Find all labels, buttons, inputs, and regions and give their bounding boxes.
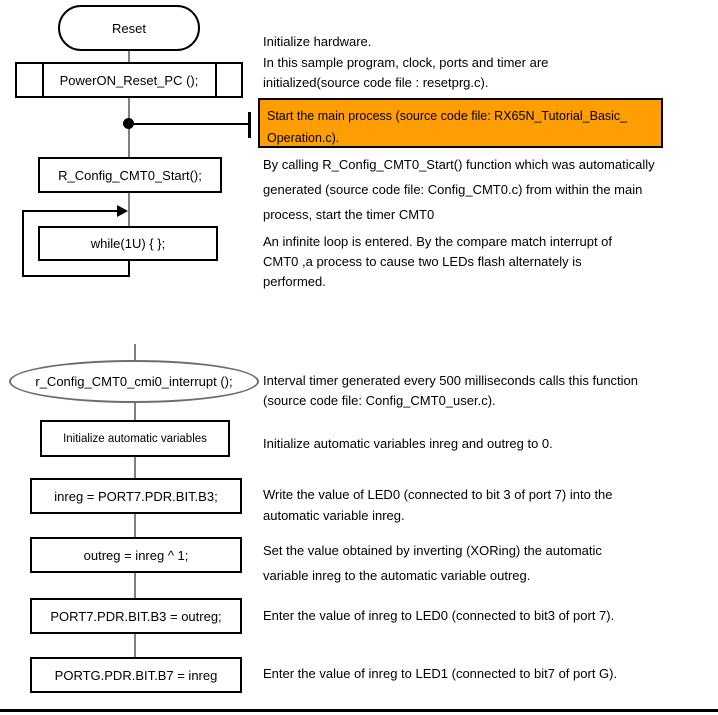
annotation-interval-timer: [263, 371, 718, 411]
annotation-line: generated (source code file: Config_CMT0.c) from within the main: [263, 182, 643, 197]
connector-port7-to-portg: [134, 634, 136, 657]
connector-outreg-to-port7: [134, 573, 136, 598]
flow-xor-outreg-label: outreg = inreg ^ 1;: [83, 547, 189, 563]
callout-connector-line: [132, 123, 248, 125]
flow-init-vars-label: Initialize automatic variables: [63, 432, 207, 445]
flow-process-while-loop: [38, 226, 218, 261]
flow-process-write-portg: [30, 657, 242, 693]
flow-process-read-inreg: [30, 478, 242, 514]
annotation-timer-start: [263, 152, 718, 227]
annotation-line: By calling R_Config_CMT0_Start() function which was automatically: [263, 157, 655, 172]
callout-line-2: Operation.c).: [267, 131, 340, 145]
annotation-line: Initialize hardware.: [263, 34, 372, 49]
annotation-line: In this sample program, clock, ports and timer are: [263, 54, 549, 70]
predefined-process-bar-left: [42, 64, 44, 96]
annotation-line: (source code file: Config_CMT0_user.c).: [263, 393, 496, 408]
flow-process-rconfig-start: [38, 157, 222, 193]
annotation-line: CMT0 ,a process to cause two LEDs flash alternately is: [263, 254, 582, 269]
flow-rconfig-start-label: R_Config_CMT0_Start();: [58, 167, 202, 183]
annotation-enter-led0: [263, 608, 718, 623]
page-bottom-rule: [0, 709, 718, 712]
flow-terminal-interrupt: [9, 360, 259, 403]
connector-inreg-to-outreg: [134, 514, 136, 537]
connector-initvars-to-inreg: [134, 457, 136, 478]
annotation-line: Initialize automatic variables inreg and outreg to 0.: [263, 436, 553, 451]
annotation-line: process, start the timer CMT0: [263, 207, 435, 222]
annotation-line: Interval timer generated every 500 milliseconds calls this function: [263, 373, 639, 388]
annotation-line: Enter the value of inreg to LED0 (connected to bit3 of port 7).: [263, 608, 615, 623]
loop-line-left: [22, 210, 24, 277]
connector-interrupt-to-initvars: [134, 403, 136, 420]
annotation-line: performed.: [263, 274, 326, 289]
flow-process-write-port7: [30, 598, 242, 634]
annotation-infinite-loop: [263, 232, 718, 292]
annotation-write-led0: [263, 484, 718, 526]
annotation-line: Set the value obtained by inverting (XORing) the automatic: [263, 543, 602, 558]
flow-write-port7-label: PORT7.PDR.BIT.B3 = outreg;: [50, 608, 222, 624]
connector-stub-above-interrupt: [134, 344, 136, 360]
annotation-xor-invert: [263, 538, 718, 588]
annotation-line: initialized(source code file : resetprg.c).: [263, 75, 489, 90]
annotation-line: variable inreg to the automatic variable outreg.: [263, 568, 531, 583]
flow-poweron-label: PowerON_Reset_PC ();: [59, 72, 199, 88]
flow-predefined-process-poweron: [15, 62, 243, 98]
predefined-process-bar-right: [215, 64, 217, 96]
loop-arrowhead-icon: [117, 205, 128, 217]
flow-process-init-vars: [40, 420, 230, 457]
annotation-line: An infinite loop is entered. By the compare match interrupt of: [263, 234, 613, 249]
callout-line-1: Start the main process (source code file: RX65N_Tutorial_Basic_: [267, 109, 628, 123]
flow-while-loop-label: while(1U) { };: [90, 236, 166, 251]
connector-rconfig-to-while: [128, 193, 130, 226]
annotation-hardware-init: [263, 32, 718, 94]
annotation-init-vars: [263, 436, 718, 451]
flow-read-inreg-label: inreg = PORT7.PDR.BIT.B3;: [54, 488, 218, 504]
flow-interrupt-label: r_Config_CMT0_cmi0_interrupt ();: [35, 374, 233, 389]
flow-write-portg-label: PORTG.PDR.BIT.B7 = inreg: [54, 667, 218, 683]
annotation-line: Enter the value of inreg to LED1 (connected to bit7 of port G).: [263, 666, 618, 681]
annotation-enter-led1: [263, 666, 718, 681]
loop-line-top: [22, 210, 118, 212]
loop-line-bottom: [22, 275, 130, 277]
callout-start-main-process: [258, 98, 663, 148]
annotation-line: automatic variable inreg.: [263, 508, 405, 523]
flow-process-xor-outreg: [30, 537, 242, 573]
flow-terminal-reset: [58, 5, 200, 51]
connector-reset-to-poweron: [128, 51, 130, 62]
annotation-line: Write the value of LED0 (connected to bit 3 of port 7) into the: [263, 487, 613, 502]
flow-terminal-reset-label: Reset: [112, 20, 146, 36]
callout-connector-cap: [248, 112, 251, 138]
